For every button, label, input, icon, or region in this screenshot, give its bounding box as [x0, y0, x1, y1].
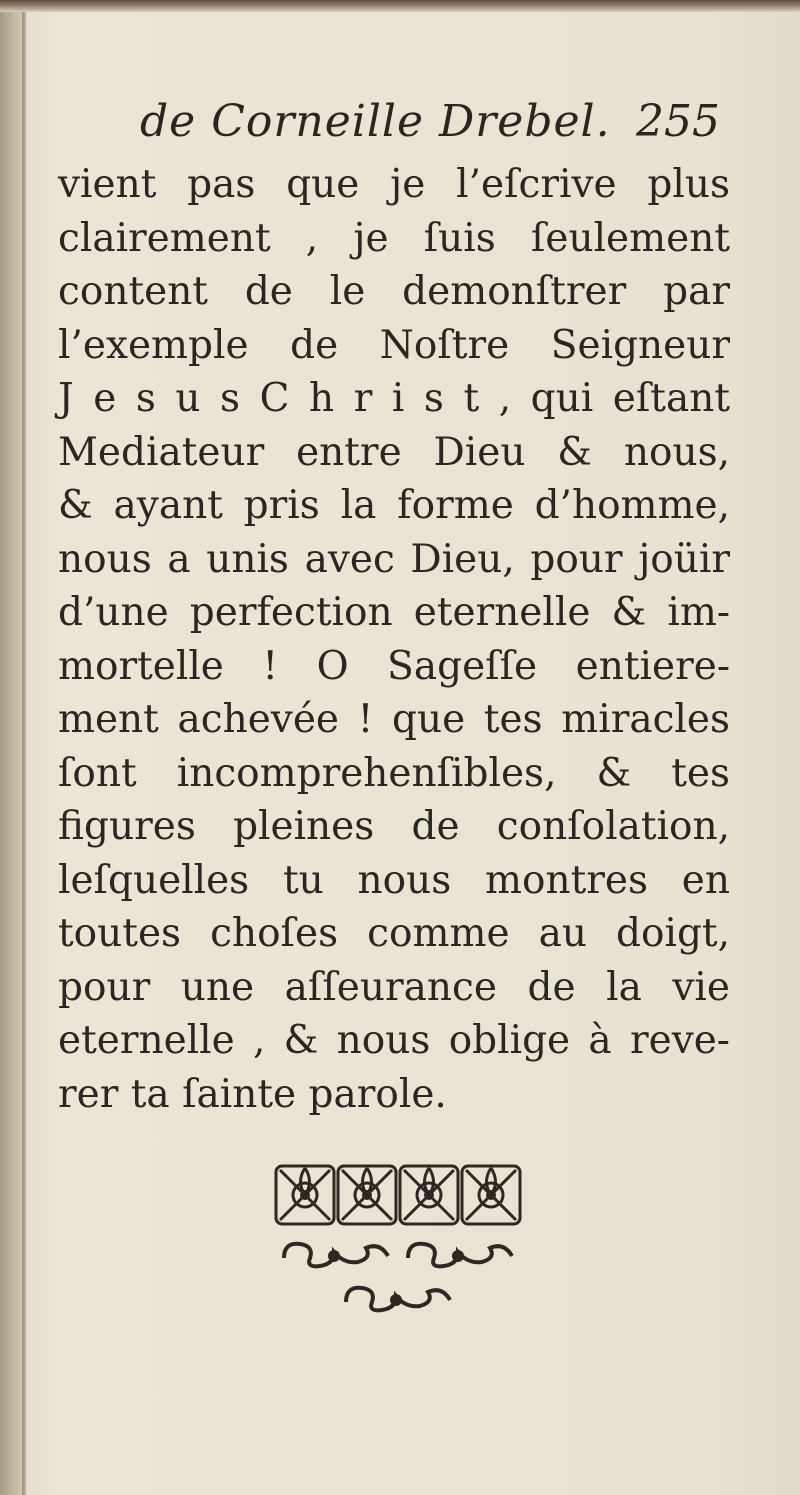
page-top-edge — [0, 0, 800, 12]
text-line: d’une perfection eternelle & im- — [58, 590, 730, 635]
text-line: ment achevée ! que tes miracles — [58, 697, 730, 742]
text-line: eternelle , & nous oblige à reve- — [58, 1018, 730, 1063]
text-line: Mediateur entre Dieu & nous, — [58, 429, 730, 475]
page-spine-edge — [22, 10, 26, 1495]
text-line: l’exemple de Noſtre Seigneur — [58, 322, 730, 368]
text-line: nous a unis avec Dieu, pour joüir — [58, 536, 730, 582]
page-header — [140, 96, 720, 156]
text-line: J e s u s C h r i s t , qui eſtant — [58, 376, 730, 421]
text-line: vient pas que je l’eſcrive plus — [58, 162, 730, 207]
text-line: content de le demonſtrer par — [58, 269, 730, 314]
page-number: 255 — [636, 96, 720, 147]
text-line: rer ta ſainte parole. — [58, 1071, 447, 1117]
text-line: & ayant pris la forme d’homme, — [58, 483, 730, 528]
running-title: de Corneille Drebel. — [140, 96, 611, 147]
text-line: mortelle ! O Sageſſe entiere- — [58, 643, 730, 689]
body-text — [58, 158, 730, 1121]
text-line: clairement , je ſuis ſeulement — [58, 215, 730, 261]
text-line: pour une aſſeurance de la vie — [58, 964, 730, 1010]
show-through-texture — [80, 1280, 680, 1460]
text-line: leſquelles tu nous montres en — [58, 857, 730, 903]
text-line: figures pleines de conſolation, — [58, 804, 730, 849]
page-gutter — [0, 10, 24, 1495]
text-line: toutes choſes comme au doigt, — [58, 911, 730, 956]
text-line: ſont incomprehenſibles, & tes — [58, 750, 730, 796]
